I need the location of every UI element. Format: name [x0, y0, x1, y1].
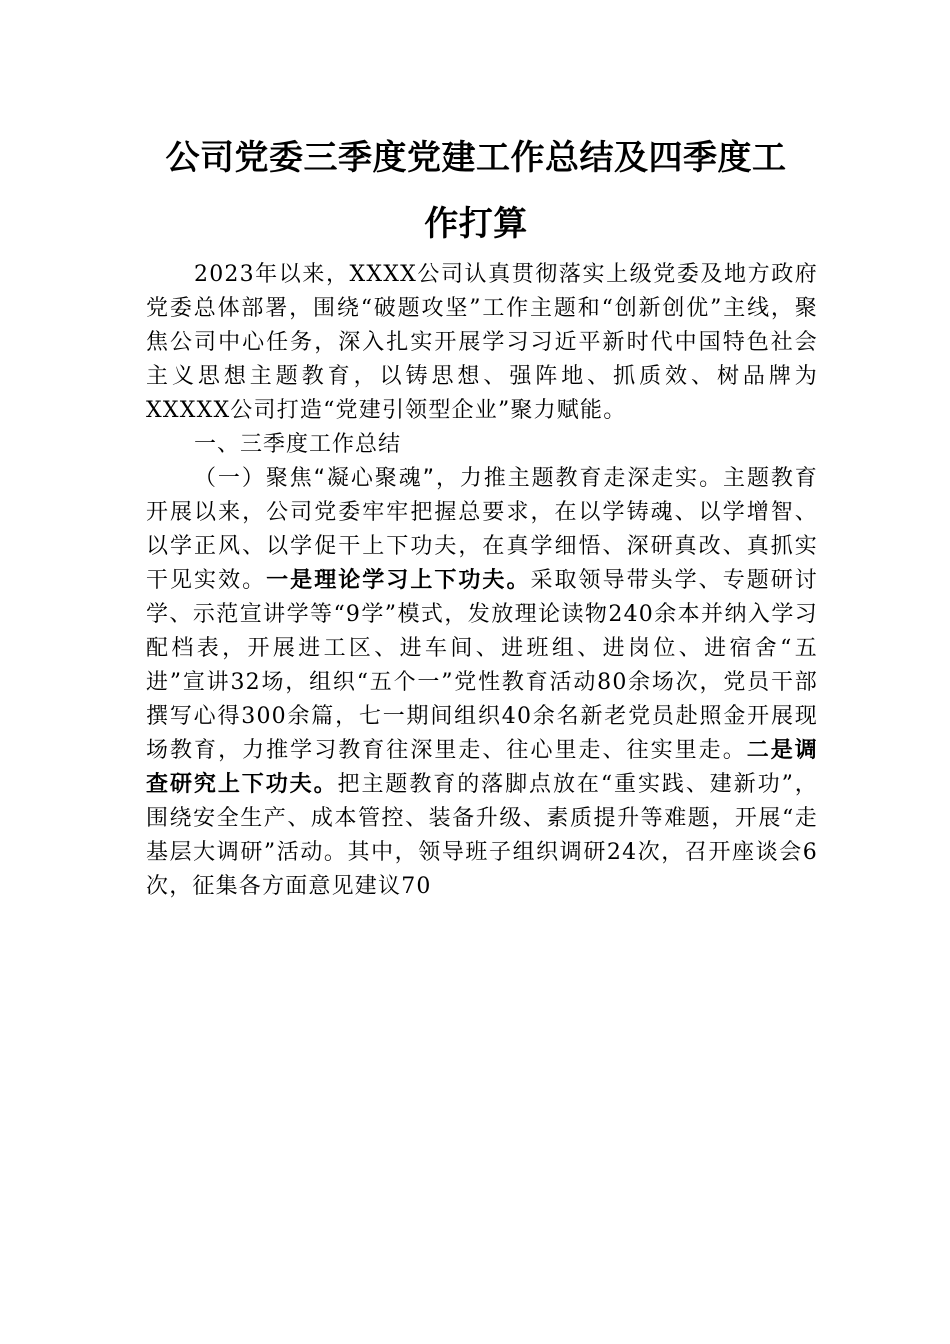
subsection-paragraph [146, 462, 818, 904]
intro-paragraph: 2023年以来，XXXX公司认真贯彻落实上级党委及地方政府党委总体部署，围绕“破题攻坚”工作主题和“创新创优”主线，聚焦公司中心任务，深入扎实开展学习习近平新时代中国特色社会主义思想主题教育，以铸思想、强阵地、抓质效、树品牌为XXXXX公司打造“党建引领型企业”聚力赋能。 [146, 262, 818, 423]
document-title-line-1: 公司党委三季度党建工作总结及四季度工 [165, 138, 787, 178]
section-heading: 一、三季度工作总结 [194, 432, 402, 457]
bold-lead-2: 二是调查研究上下功夫。 [146, 738, 818, 797]
document-title-line-2: 作打算 [424, 204, 528, 244]
subsection-heading: （一）聚焦“凝心聚魂”，力推主题教育走深走实。 [194, 466, 724, 491]
paragraph-text: 采取领导带头学、专题研讨学、示范宣讲学等“9学”模式，发放理论读物240余本并纳入学习配档表，开展进工区、进车间、进班组、进岗位、进宿舍“五进”宣讲32场，组织“五个一”党性教育活动80余场次，党员干部撰写心得300余篇，七一期间组织40余名新老党员赴照金开展现场教育，力推学习教育往深里走、往心里走、往实里走。 [146, 568, 819, 763]
paragraph-text: 把主题教育的落脚点放在“重实践、建新功”，围绕安全生产、成本管控、装备升级、素质提升等难题，开展“走基层大调研”活动。其中，领导班子组织调研24次，召开座谈会6次，征集各方面意见建议70 [146, 772, 818, 899]
bold-lead-1: 一是理论学习上下功夫。 [266, 568, 531, 593]
document-body [146, 258, 818, 904]
paragraph-text: 主题教育开展以来，公司党委牢牢把握总要求，在以学铸魂、以学增智、以学正风、以学促干上下功夫，在真学细悟、深研真改、真抓实干见实效。 [146, 466, 818, 593]
